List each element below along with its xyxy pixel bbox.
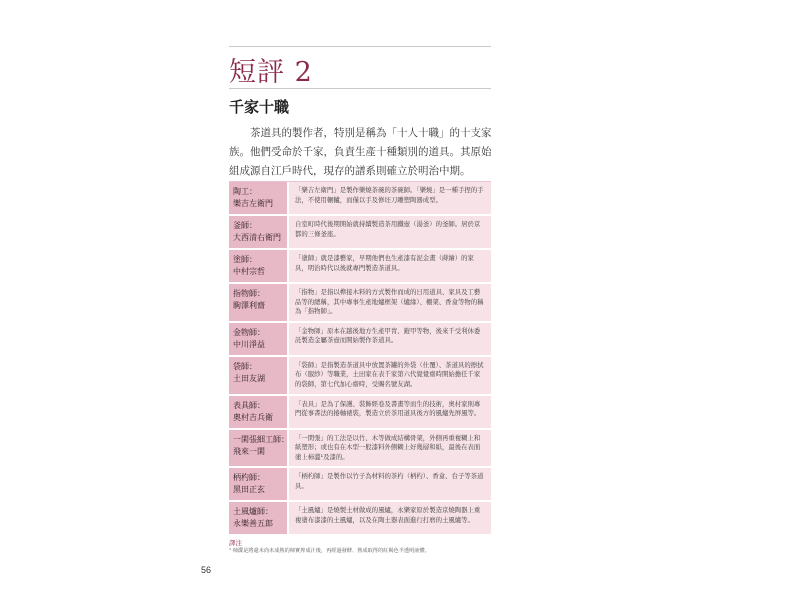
section-subtitle: 千家十職 <box>229 98 290 116</box>
craftsman-name: 飛來一閑 <box>233 446 265 456</box>
description-cell: 「土風爐」是燒製土材做成的風爐，永樂家原於製造京燒陶器上重複塗布漆漆的土風爐，以及在陶土器表面進行打磨的土風爐等。 <box>289 502 491 534</box>
role-label: 一閑張細工師： <box>233 434 289 444</box>
description-cell: 「表具」是為了保護、裝飾經卷及書畫等而生的技術，奧村家則專門從事書法的捲軸裱裝，製造立於茶用道具後方的風爐先屏風等。 <box>289 396 491 428</box>
role-label: 袋師： <box>233 361 257 371</box>
title-bottom-rule <box>229 88 491 89</box>
table-row <box>229 284 491 323</box>
craftsman-name: 樂吉左衛門 <box>233 199 273 208</box>
description-cell: 「柄杓師」是製作以竹子為材料的茶杓（柄杓）、香盒、台子等茶道具。 <box>289 468 491 500</box>
role-label: 指物師： <box>233 289 265 298</box>
role-label: 釜師： <box>233 221 257 230</box>
table-row <box>229 430 491 469</box>
role-cell <box>229 323 287 355</box>
role-label: 表具師： <box>233 400 265 410</box>
description-cell: 「樂吉左衛門」是製作樂燒茶碗的茶碗師。「樂燒」是一種手捏的手法，不使用輾轤，而僅以手及修坯刀雕塑陶器成型。 <box>289 182 491 214</box>
role-cell <box>229 430 287 467</box>
craftsman-name: 大西清右衛門 <box>233 233 281 242</box>
table-row <box>229 182 491 216</box>
role-cell <box>229 468 287 500</box>
intro-paragraph: 茶道具的製作者，特別是稱為「十人十職」的十支家族。他們受命於千家，負責生產十種類別的道具。其原始組成源自江戶時代，現存的譜系則確立於明治中期。 <box>229 127 492 177</box>
role-cell <box>229 396 287 428</box>
role-label: 金物師： <box>233 327 265 337</box>
table-row <box>229 323 491 357</box>
description-cell: 「金物師」原本在越後地方生產甲冑、鎧甲等物，後來千受利休委託製造金屬茶壺而開始製作茶道具。 <box>289 323 491 355</box>
table-row <box>229 216 491 250</box>
role-cell <box>229 216 287 248</box>
role-cell <box>229 502 287 534</box>
craftsman-name: 駒澤利齋 <box>233 301 265 310</box>
description-cell: 自室町時代後期開始就持續製造茶用鐵壺（湯釜）的釜師。居於京都的三條釜座。 <box>289 216 491 248</box>
role-label: 柄杓師： <box>233 473 265 483</box>
role-label: 塗師： <box>233 255 257 264</box>
table-row <box>229 396 491 430</box>
craftsman-name: 黑田正玄 <box>233 485 265 495</box>
description-cell: 「一閑張」的工法是以竹、木等做成結構骨架，外側再重複糊上和紙塑形；或也有在木型一般漆料外側糊上好幾層和紙，最後在表面塗上柿澀¹及漆的。 <box>289 430 491 467</box>
table-row <box>229 250 491 284</box>
description-cell: 「指物」是指以榫接木料的方式製作而成的日用道具、家具及工藝品等的總稱，其中專事生產地爐框架（爐緣）、棚架、香盒等物的稱為「指物師」。 <box>289 284 491 321</box>
description-cell: 「袋師」是指製造茶道具中放置茶罐的外袋（仕覆）、茶道具的擦拭布（服紗）等職業，土田家在表千家第六代覺覺齋時開始擔任千家的袋師，第七代加心齋時，受賜名號友湖。 <box>289 357 491 394</box>
craftsman-name: 永樂善五郎 <box>233 519 273 529</box>
role-cell <box>229 357 287 394</box>
footnote-text: ¹ 柿澀是將還未尚未成熟的柿實搾成汁後，再經過發酵、熟成取得的紅褐色半透明液體。 <box>229 548 430 554</box>
role-cell <box>229 250 287 282</box>
table-row <box>229 357 491 396</box>
role-cell <box>229 284 287 321</box>
role-cell <box>229 182 287 214</box>
craftsman-name: 奧村吉兵衛 <box>233 412 273 422</box>
notes-title: 譯注 <box>229 539 242 547</box>
table-row <box>229 502 491 536</box>
page-number: 56 <box>201 565 212 575</box>
title-top-rule <box>229 46 491 47</box>
craftsman-name: 中村宗哲 <box>233 267 265 276</box>
role-label: 陶工： <box>233 187 257 196</box>
table-row <box>229 468 491 502</box>
role-label: 土風爐師： <box>233 507 273 517</box>
craftsman-name: 中川淨益 <box>233 339 265 349</box>
craftsman-name: 土田友湖 <box>233 373 265 383</box>
craftsmen-table <box>229 181 491 536</box>
description-cell: 「塗師」就是漆藝家，早期他們也生產漆有泥金畫（蒔繪）的家具，明治時代以後就專門製造茶道具。 <box>289 250 491 282</box>
section-title: 短評 2 <box>229 57 313 88</box>
